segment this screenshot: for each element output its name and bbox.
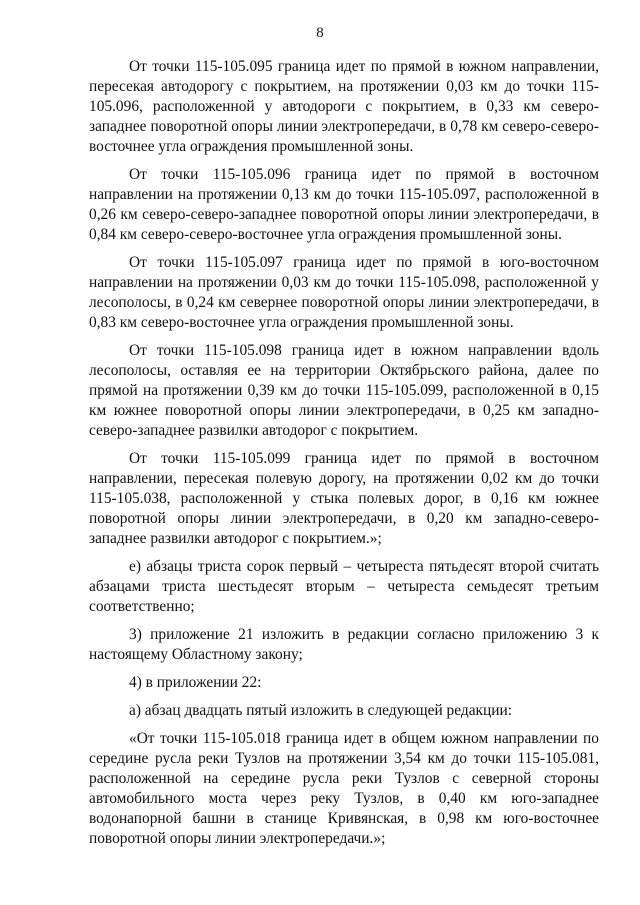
paragraph-item-4: 4) в приложении 22: [129, 674, 262, 691]
paragraph-point-095: От точки 115-105.095 граница идет по прямой в южном направлении, пересекая автодорогу с покрытием, на протяжении 0,03 км до точки 115-105.096, расположенной у автодороги с покрытием, в 0,33 км северо-западнее поворотной опоры линии электропередачи, в 0,78 км северо-северо-восточнее угла ограждения промышленной зоны. [89, 58, 599, 155]
paragraph-point-097: От точки 115-105.097 граница идет по прямой в юго-восточном направлении на протяжении 0,03 км до точки 115-105.098, расположенной у лесополосы, в 0,24 км севернее поворотной опоры линии электропередачи, в 0,83 км северо-восточнее угла ограждения промышленной зоны. [89, 254, 599, 331]
paragraph-point-018: «От точки 115-105.018 граница идет в общем южном направлении по середине русла реки Тузлов на протяжении 3,54 км до точки 115-105.081, расположенной на середине русла реки Тузлов с северной стороны автомобильного моста через реку Тузлов, в 0,40 км юго-западнее водонапорной башни в станице Кривянская, в 0,98 км юго-восточнее поворотной опоры линии электропередачи.»; [89, 730, 599, 847]
paragraph-item-e: е) абзацы триста сорок первый – четыреста пятьдесят второй считать абзацами триста шестьдесят вторым – четыреста семьдесят третьим соответственно; [89, 558, 599, 615]
document-body [89, 57, 599, 857]
page-number: 8 [316, 25, 324, 41]
paragraph-item-3: 3) приложение 21 изложить в редакции согласно приложению 3 к настоящему Областному закону; [89, 626, 599, 663]
paragraph-item-a: а) абзац двадцать пятый изложить в следующей редакции: [129, 702, 513, 719]
paragraph-point-098: От точки 115-105.098 граница идет в южном направлении вдоль лесополосы, оставляя ее на территории Октябрьского района, далее по прямой на протяжении 0,39 км до точки 115-105.099, расположенной в 0,15 км южнее поворотной опоры линии электропередачи, в 0,25 км западно-северо-западнее развилки автодорог с покрытием. [89, 342, 599, 439]
paragraph-point-096: От точки 115-105.096 граница идет по прямой в восточном направлении на протяжении 0,13 км до точки 115-105.097, расположенной в 0,26 км северо-северо-западнее поворотной опоры линии электропередачи, в 0,84 км северо-северо-восточнее угла ограждения промышленной зоны. [89, 166, 599, 243]
paragraph-point-099: От точки 115-105.099 граница идет по прямой в восточном направлении, пересекая полевую дорогу, на протяжении 0,02 км до точки 115-105.038, расположенной у стыка полевых дорог, в 0,16 км южнее поворотной опоры линии электропередачи, в 0,20 км западно-северо-западнее развилки автодорог с покрытием.»; [89, 450, 599, 547]
